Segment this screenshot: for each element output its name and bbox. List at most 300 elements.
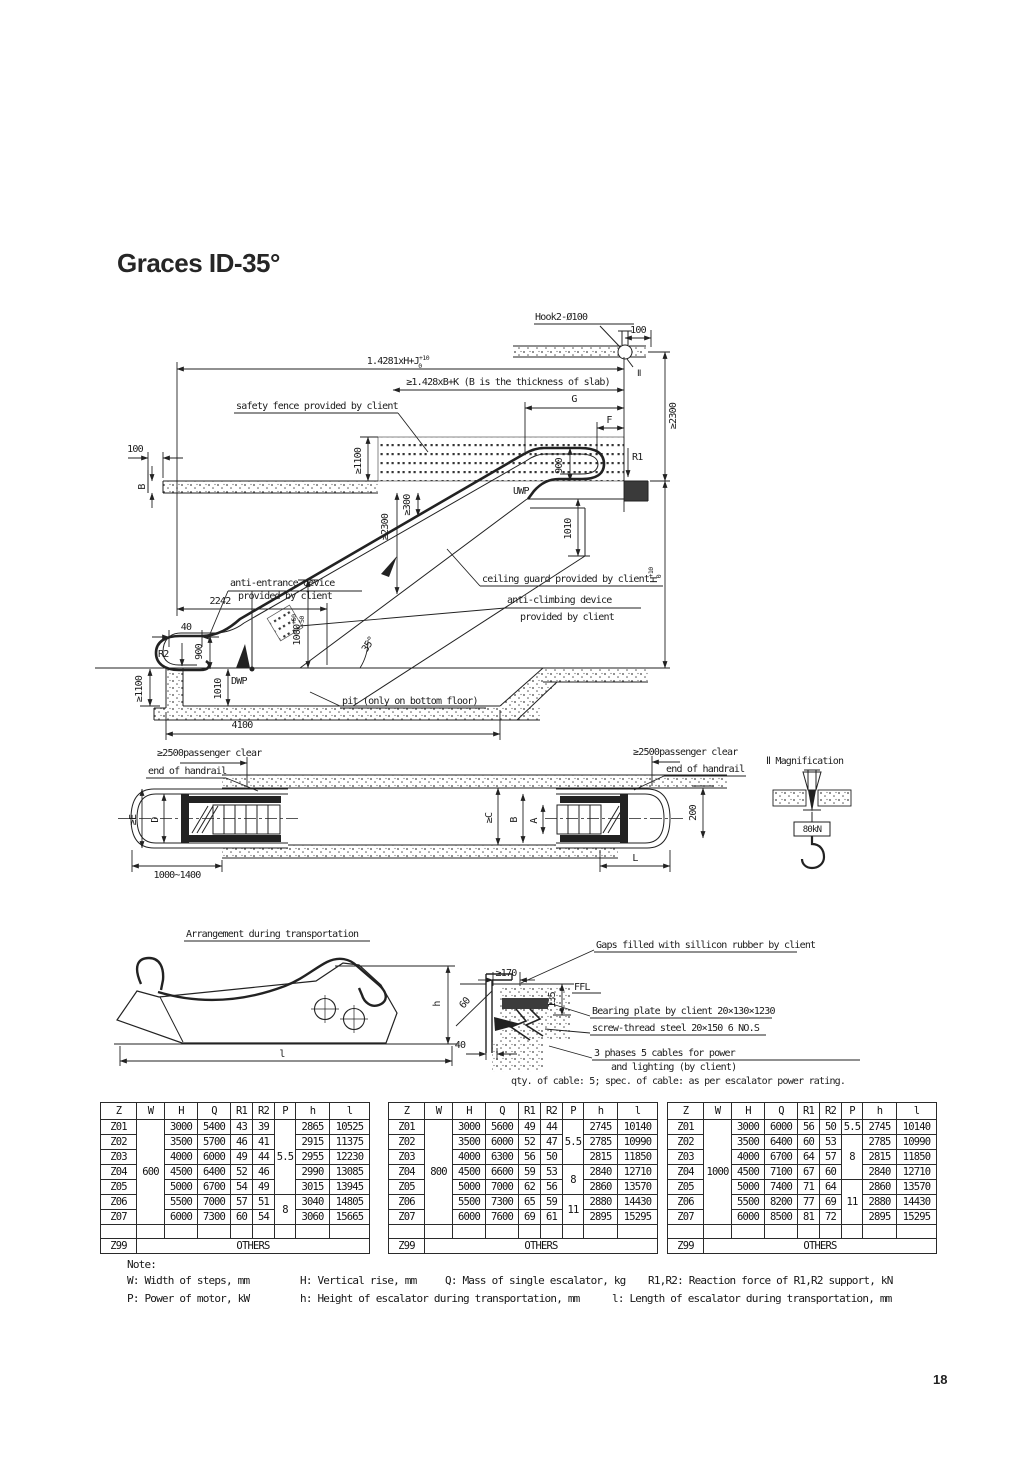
table-cell: 4000	[453, 1150, 486, 1165]
table-cell: 52	[231, 1165, 253, 1180]
table-cell: R2	[820, 1103, 842, 1120]
table-cell: 50	[820, 1120, 842, 1135]
table-cell: Z03	[668, 1150, 704, 1165]
dim-1010-upper: 1010	[563, 518, 574, 540]
table-cell: h	[584, 1103, 618, 1120]
table-cell: Z	[668, 1103, 704, 1120]
spec-table	[100, 1102, 370, 1254]
hook-magnification-detail	[773, 770, 851, 868]
table-cell: 11375	[330, 1135, 370, 1150]
table-cell: R2	[541, 1103, 563, 1120]
table-cell: 3500	[165, 1135, 198, 1150]
pit-label: pit (only on bottom floor)	[342, 696, 478, 707]
bearing-plate	[502, 998, 548, 1009]
table-cell: 8	[275, 1195, 296, 1225]
table-header-row	[389, 1103, 658, 1120]
table-cell: 2955	[296, 1150, 330, 1165]
table-cell: 2815	[584, 1150, 618, 1165]
table-cell: 49	[253, 1180, 275, 1195]
table-cell: l	[897, 1103, 937, 1120]
table-cell: 2860	[863, 1180, 897, 1195]
table-others-row	[389, 1239, 658, 1254]
table-cell: Z99	[668, 1239, 704, 1254]
table-cell	[820, 1225, 842, 1239]
table-cell: H	[732, 1103, 765, 1120]
table-cell	[389, 1225, 425, 1239]
anti-climb-label-1: anti-climbing device	[507, 595, 612, 606]
cables-note: qty. of cable: 5; spec. of cable: as per escalator power rating.	[511, 1076, 846, 1087]
table-cell	[275, 1225, 296, 1239]
note-h-rise: H: Vertical rise, mm	[300, 1274, 417, 1287]
note-title: Note:	[127, 1258, 157, 1271]
table-cell: 13570	[618, 1180, 658, 1195]
table-cell: 81	[798, 1210, 820, 1225]
dim-170: ≥170	[495, 968, 517, 979]
table-cell: 3000	[165, 1120, 198, 1135]
table-cell	[425, 1225, 453, 1239]
dim-2300-headroom: ≥2300	[380, 513, 391, 541]
table-cell: 5.5	[842, 1120, 863, 1135]
table-cell: 43	[231, 1120, 253, 1135]
dim-l-cap: L	[632, 853, 638, 864]
table-cell: R1	[519, 1103, 541, 1120]
dim-h-transport: h	[432, 1001, 443, 1007]
table-cell: W	[425, 1103, 453, 1120]
table-cell: 1000	[704, 1120, 732, 1225]
note-h-transport: h: Height of escalator during transportation, mm	[300, 1292, 580, 1305]
dim-135: 135	[547, 992, 558, 1008]
spec-table	[667, 1102, 937, 1254]
table-cell: 6000	[165, 1210, 198, 1225]
dim-1000-tol: $1000^{+50}-50$	[290, 614, 306, 646]
table-cell: 5500	[165, 1195, 198, 1210]
table-cell: R2	[253, 1103, 275, 1120]
cables-label-2: and lighting (by client)	[611, 1062, 737, 1073]
plan-view	[118, 747, 851, 881]
table-row	[668, 1120, 937, 1135]
uwp-label: UWP	[513, 486, 529, 497]
table-empty-row	[389, 1225, 658, 1239]
note-q: Q: Mass of single escalator, kg	[445, 1274, 626, 1287]
dim-300: ≥300	[402, 494, 413, 516]
table-cell: 39	[253, 1120, 275, 1135]
table-cell: 72	[820, 1210, 842, 1225]
r1-label: R1	[632, 452, 643, 463]
screw-thread-label: screw-thread steel 20×150 6 NO.S	[592, 1023, 760, 1034]
table-cell: 65	[519, 1195, 541, 1210]
table-cell	[732, 1225, 765, 1239]
table-cell: 3500	[732, 1135, 765, 1150]
table-cell	[519, 1225, 541, 1239]
table-cell: 12230	[330, 1150, 370, 1165]
plan-clear-right: ≥2500passenger clear	[633, 747, 738, 758]
table-empty-row	[668, 1225, 937, 1239]
table-cell: 2860	[584, 1180, 618, 1195]
r2-label: R2	[158, 649, 169, 660]
anti-entrance-mark	[236, 644, 250, 668]
table-cell: 2895	[584, 1210, 618, 1225]
table-cell: Z06	[668, 1195, 704, 1210]
table-cell: 6400	[198, 1165, 231, 1180]
dim-900-upper: 900	[554, 458, 565, 474]
dim-f: F	[606, 415, 612, 426]
table-cell: 4500	[453, 1165, 486, 1180]
plan-handrail-right: end of handrail	[666, 764, 745, 775]
table-cell	[231, 1225, 253, 1239]
table-cell: 2880	[863, 1195, 897, 1210]
dim-4100: 4100	[231, 720, 253, 731]
elevation-view	[95, 311, 679, 740]
table-cell	[486, 1225, 519, 1239]
table-cell: 56	[541, 1180, 563, 1195]
table-cell: 3015	[296, 1180, 330, 1195]
dim-40: 40	[180, 622, 192, 633]
dim-1100-pit: ≥1100	[134, 675, 145, 703]
gaps-label: Gaps filled with sillicon rubber by client	[596, 940, 816, 951]
table-cell: 6300	[486, 1150, 519, 1165]
table-others-row	[668, 1239, 937, 1254]
table-cell: 3000	[732, 1120, 765, 1135]
table-row	[389, 1120, 658, 1135]
magnification-label: Ⅱ Magnification	[766, 756, 844, 767]
transport-drawing	[114, 941, 458, 1066]
table-cell: 5500	[732, 1195, 765, 1210]
plan-clear-left: ≥2500passenger clear	[157, 748, 262, 759]
dwp-label: DWP	[231, 676, 247, 687]
dim-1100-fence: ≥1100	[353, 447, 364, 475]
table-cell	[842, 1225, 863, 1239]
bearing-plate-label: Bearing plate by client 20×130×1230	[592, 1006, 775, 1017]
table-cell	[137, 1225, 165, 1239]
table-cell: 60	[798, 1135, 820, 1150]
table-cell: 2895	[863, 1210, 897, 1225]
table-cell: 7400	[765, 1180, 798, 1195]
table-cell: 13945	[330, 1180, 370, 1195]
ceiling-guard-label: ceiling guard provided by client	[482, 574, 650, 585]
table-cell: 14805	[330, 1195, 370, 1210]
table-cell: 15665	[330, 1210, 370, 1225]
table-cell: OTHERS	[425, 1239, 658, 1254]
table-cell: 5400	[198, 1120, 231, 1135]
table-cell: Z06	[389, 1195, 425, 1210]
table-cell: 8	[842, 1135, 863, 1180]
table-cell: 49	[231, 1150, 253, 1165]
table-cell: 2915	[296, 1135, 330, 1150]
dim-d: D	[150, 817, 161, 823]
table-cell: 7000	[198, 1195, 231, 1210]
table-cell: 2745	[584, 1120, 618, 1135]
table-cell: 12710	[897, 1165, 937, 1180]
table-cell	[863, 1225, 897, 1239]
table-cell: P	[563, 1103, 584, 1120]
table-cell: 15295	[618, 1210, 658, 1225]
anti-entrance-label-2: provided by client	[238, 591, 332, 602]
table-cell: 6000	[765, 1120, 798, 1135]
table-cell: 57	[820, 1150, 842, 1165]
table-cell: 11850	[618, 1150, 658, 1165]
table-cell: 3040	[296, 1195, 330, 1210]
table-cell: 5500	[453, 1195, 486, 1210]
dim-40-install: 40	[454, 1040, 466, 1051]
table-cell: Z07	[668, 1210, 704, 1225]
table-cell: 6400	[765, 1135, 798, 1150]
installation-detail	[455, 940, 860, 1087]
table-cell: 14430	[897, 1195, 937, 1210]
table-cell: 67	[798, 1165, 820, 1180]
table-cell: 6000	[453, 1210, 486, 1225]
table-cell: 6000	[732, 1210, 765, 1225]
dim-200: 200	[688, 805, 699, 821]
table-cell: 10140	[897, 1120, 937, 1135]
table-cell: 44	[541, 1120, 563, 1135]
table-cell: 59	[541, 1195, 563, 1210]
table-cell: 54	[253, 1210, 275, 1225]
table-cell: Z05	[389, 1180, 425, 1195]
table-cell: 2990	[296, 1165, 330, 1180]
table-cell: 600	[137, 1120, 165, 1225]
table-cell: 53	[820, 1135, 842, 1150]
table-cell: 10140	[618, 1120, 658, 1135]
table-cell: 7300	[486, 1195, 519, 1210]
table-cell: 8500	[765, 1210, 798, 1225]
table-cell	[798, 1225, 820, 1239]
table-cell: Z07	[389, 1210, 425, 1225]
table-cell: Z05	[668, 1180, 704, 1195]
table-cell: 61	[541, 1210, 563, 1225]
table-cell: P	[842, 1103, 863, 1120]
table-cell: 44	[253, 1150, 275, 1165]
table-cell: 4500	[732, 1165, 765, 1180]
table-cell: 7300	[198, 1210, 231, 1225]
table-cell: 69	[519, 1210, 541, 1225]
table-cell: 5.5	[275, 1120, 296, 1195]
table-cell	[765, 1225, 798, 1239]
support-block	[624, 481, 648, 501]
table-cell: Z02	[389, 1135, 425, 1150]
dim-angle-35: 35°	[360, 635, 378, 655]
note-l-transport: l: Length of escalator during transportation, mm	[612, 1292, 892, 1305]
table-cell	[618, 1225, 658, 1239]
table-cell: 71	[798, 1180, 820, 1195]
table-cell: 5700	[198, 1135, 231, 1150]
table-cell: 2785	[863, 1135, 897, 1150]
dim-b-thickness: B	[137, 484, 148, 490]
table-cell: 7100	[765, 1165, 798, 1180]
spec-table	[388, 1102, 658, 1254]
dim-2242: 2242	[209, 596, 231, 607]
table-cell: 11	[842, 1180, 863, 1225]
table-others-row	[101, 1239, 370, 1254]
dim-b: B	[509, 817, 520, 823]
table-cell: OTHERS	[137, 1239, 370, 1254]
table-cell: P	[275, 1103, 296, 1120]
dim-h-rise: $H^{+10}0$	[647, 567, 663, 583]
table-cell: 8	[563, 1165, 584, 1195]
table-header-row	[101, 1103, 370, 1120]
table-cell	[897, 1225, 937, 1239]
table-cell	[563, 1225, 584, 1239]
table-cell: 800	[425, 1120, 453, 1225]
table-cell: 41	[253, 1135, 275, 1150]
table-cell: Z	[389, 1103, 425, 1120]
dim-60: 60	[457, 995, 473, 1011]
transport-title: Arrangement during transportation	[186, 929, 359, 940]
table-cell: 11	[563, 1195, 584, 1225]
table-cell: 2785	[584, 1135, 618, 1150]
safety-fence-label: safety fence provided by client	[236, 401, 398, 412]
table-cell: 2840	[863, 1165, 897, 1180]
hook-load-label: 80kN	[802, 825, 822, 835]
table-cell	[296, 1225, 330, 1239]
plan-handrail-left: end of handrail	[148, 766, 227, 777]
anti-entrance-label-1: anti-entrance device	[230, 578, 335, 589]
dim-l-transport: l	[279, 1049, 285, 1060]
table-cell: 52	[519, 1135, 541, 1150]
table-cell: Z03	[389, 1150, 425, 1165]
table-cell: Z01	[668, 1120, 704, 1135]
dim-e: ≥E	[128, 814, 139, 826]
table-cell: 62	[519, 1180, 541, 1195]
table-cell: 4500	[165, 1165, 198, 1180]
table-cell: 4000	[732, 1150, 765, 1165]
table-cell: 5000	[165, 1180, 198, 1195]
table-cell: 3500	[453, 1135, 486, 1150]
table-cell: Z04	[101, 1165, 137, 1180]
table-cell: 5600	[486, 1120, 519, 1135]
note-p: P: Power of motor, kW	[127, 1292, 250, 1305]
table-cell: H	[453, 1103, 486, 1120]
spec-table-w800	[388, 1102, 658, 1254]
table-cell: 4000	[165, 1150, 198, 1165]
safety-fence-area	[378, 437, 624, 481]
table-row	[101, 1120, 370, 1135]
table-cell	[668, 1225, 704, 1239]
spec-table-w600	[100, 1102, 370, 1254]
hook-label: Hook2-Ø100	[535, 312, 588, 323]
table-cell: 60	[820, 1165, 842, 1180]
table-cell: 46	[253, 1165, 275, 1180]
table-cell: Z01	[101, 1120, 137, 1135]
table-cell: Z04	[389, 1165, 425, 1180]
table-cell: 6000	[198, 1150, 231, 1165]
table-cell	[198, 1225, 231, 1239]
table-cell: l	[618, 1103, 658, 1120]
table-cell: 51	[253, 1195, 275, 1210]
dim-g: G	[571, 394, 577, 405]
table-cell: 2815	[863, 1150, 897, 1165]
table-cell	[541, 1225, 563, 1239]
dim-length-formula: $1.4281xH+J^{+10}$ 0	[366, 354, 430, 370]
table-empty-row	[101, 1225, 370, 1239]
dim-c: ≥C	[484, 812, 495, 824]
table-cell: 49	[519, 1120, 541, 1135]
table-cell	[253, 1225, 275, 1239]
table-cell: 47	[541, 1135, 563, 1150]
table-cell: Z05	[101, 1180, 137, 1195]
table-cell	[330, 1225, 370, 1239]
table-cell: 14430	[618, 1195, 658, 1210]
table-cell: 77	[798, 1195, 820, 1210]
table-cell: W	[704, 1103, 732, 1120]
table-cell	[704, 1225, 732, 1239]
table-cell: 2880	[584, 1195, 618, 1210]
table-cell: 60	[231, 1210, 253, 1225]
table-cell: 59	[519, 1165, 541, 1180]
note-w: W: Width of steps, mm	[127, 1274, 250, 1287]
table-cell: 46	[231, 1135, 253, 1150]
table-cell: Q	[765, 1103, 798, 1120]
transport-view	[114, 929, 458, 1066]
table-cell: h	[863, 1103, 897, 1120]
table-cell: Z06	[101, 1195, 137, 1210]
table-cell: h	[296, 1103, 330, 1120]
table-cell: R1	[231, 1103, 253, 1120]
spec-table-w1000	[667, 1102, 937, 1254]
dim-2300-right: ≥2300	[668, 402, 679, 430]
table-cell: Q	[198, 1103, 231, 1120]
table-cell: 5.5	[563, 1120, 584, 1165]
table-cell: Z04	[668, 1165, 704, 1180]
table-cell: 5000	[732, 1180, 765, 1195]
dim-1010-lower: 1010	[213, 678, 224, 700]
table-cell: 6600	[486, 1165, 519, 1180]
table-cell: Z03	[101, 1150, 137, 1165]
dim-hook-100: 100	[630, 325, 646, 336]
table-cell: 8200	[765, 1195, 798, 1210]
table-cell: 50	[541, 1150, 563, 1165]
ffl-label: FFL	[574, 982, 590, 993]
table-cell: 15295	[897, 1210, 937, 1225]
table-cell: 53	[541, 1165, 563, 1180]
table-cell: Z07	[101, 1210, 137, 1225]
table-cell	[584, 1225, 618, 1239]
dim-slab-formula: ≥1.428xB+K (B is the thickness of slab)	[406, 377, 610, 388]
magnification-mark: Ⅱ	[637, 369, 641, 379]
table-cell: l	[330, 1103, 370, 1120]
table-cell	[453, 1225, 486, 1239]
table-cell: 10990	[897, 1135, 937, 1150]
table-cell: 10990	[618, 1135, 658, 1150]
anti-climb-label-2: provided by client	[520, 612, 614, 623]
table-cell: 64	[798, 1150, 820, 1165]
table-cell: 56	[798, 1120, 820, 1135]
table-cell: 11850	[897, 1150, 937, 1165]
table-cell: OTHERS	[704, 1239, 937, 1254]
dim-900-lower: 900	[194, 644, 205, 660]
cables-label-1: 3 phases 5 cables for power	[594, 1048, 735, 1059]
direction-arrow	[381, 556, 397, 577]
dim-1000-1400: 1000~1400	[153, 870, 201, 881]
table-cell: W	[137, 1103, 165, 1120]
table-cell: 6700	[765, 1150, 798, 1165]
table-cell: 7600	[486, 1210, 519, 1225]
table-cell: 3000	[453, 1120, 486, 1135]
table-cell: 7000	[486, 1180, 519, 1195]
dim-a: A	[529, 818, 540, 824]
table-cell: 56	[519, 1150, 541, 1165]
table-header-row	[668, 1103, 937, 1120]
table-cell: Z	[101, 1103, 137, 1120]
table-cell: Z02	[668, 1135, 704, 1150]
table-cell: H	[165, 1103, 198, 1120]
table-cell: Q	[486, 1103, 519, 1120]
table-cell: 12710	[618, 1165, 658, 1180]
dwp-point	[250, 667, 255, 672]
table-cell: 54	[231, 1180, 253, 1195]
table-cell	[101, 1225, 137, 1239]
page-title: Graces ID-35°	[117, 248, 280, 278]
table-cell: 10525	[330, 1120, 370, 1135]
